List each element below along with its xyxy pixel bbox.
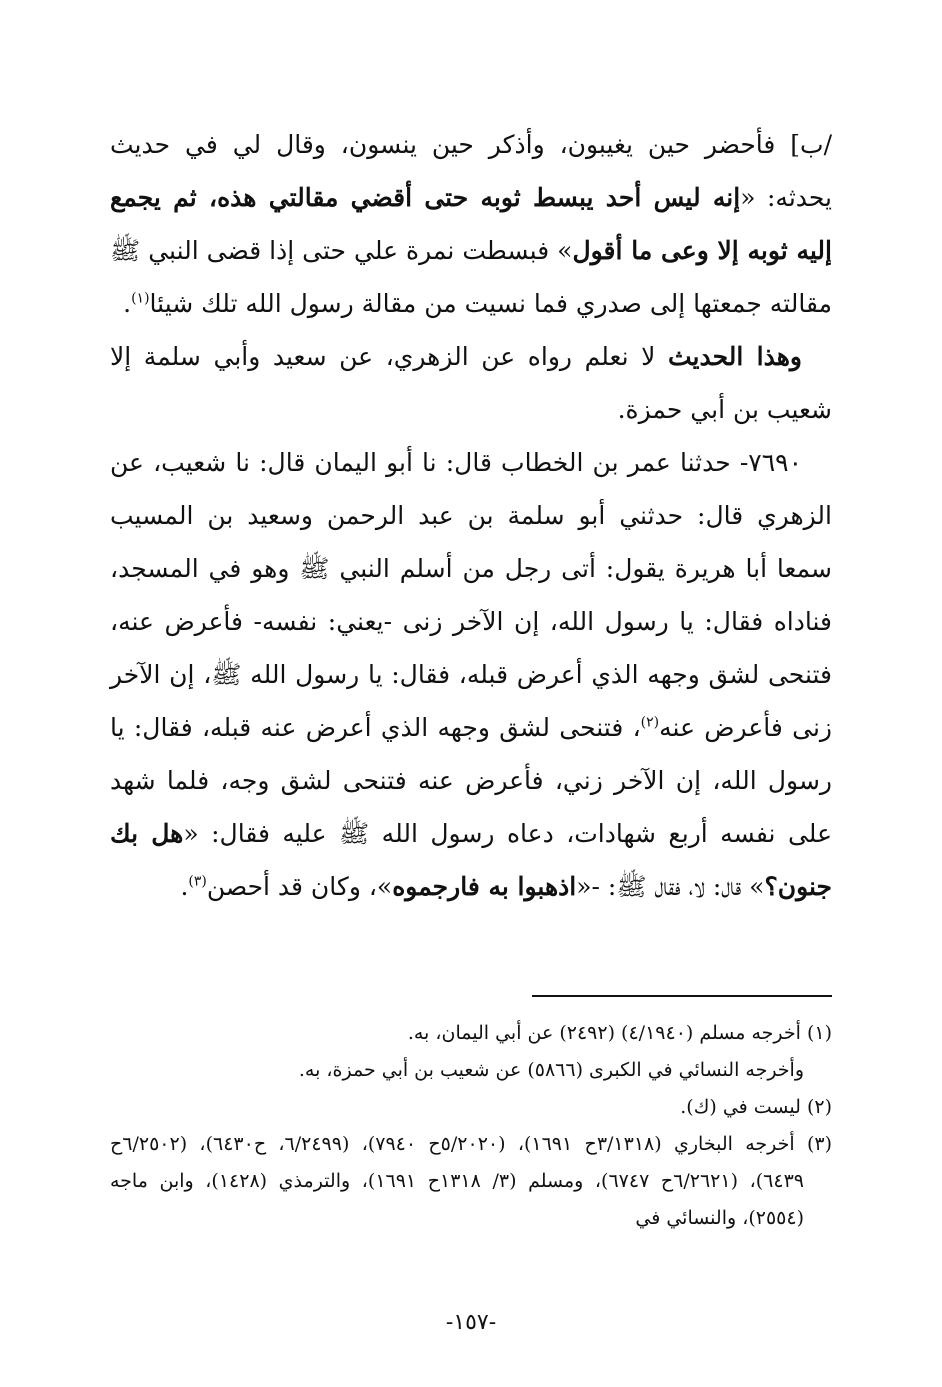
main-text [110, 118, 832, 913]
footnote-divider [532, 995, 832, 997]
footnote-1: (١) أخرجه مسلم (٤/١٩٤٠) (٢٤٩٢) عن أبي اليمان، به. [407, 1022, 832, 1044]
footnote-2: (٢) ليست في (ك). [680, 1096, 832, 1118]
text-span: /ب] فأحضر حين يغيبون، وأذكر حين ينسون، وقال لي في حديث يحدثه: « [110, 130, 833, 212]
bold-quote: هل بك جنون؟ [110, 819, 832, 901]
paragraph-1 [110, 118, 832, 330]
text-span: ٧٦٩٠- حدثنا عمر بن الخطاب قال: نا أبو اليمان قال: نا شعيب، عن الزهري قال: حدثني أبو سلمة بن عبد الرحمن وسعيد بن المسيب سمعا أبا هريرة يقول: أتى رجل من أسلم النبي ﷺ وهو في المسجد، فناداه فقال: يا رسول الله، إن الآخر زنى -يعني: نفسه- فأعرض عنه، فتنحى لشق وجهه الذي أعرض قبله، فقال: يا رسول الله ﷺ، إن الآخر زنى فأعرض عنه [110, 448, 832, 742]
footnote-ref-3[interactable]: (٣) [188, 873, 207, 890]
text-span: لا نعلم رواه عن الزهري، عن سعيد وأبي سلمة إلا شعيب بن أبي حمزة. [110, 342, 832, 424]
text-span: ، فتنحى لشق وجهه الذي أعرض عنه قبله، فقال: يا رسول الله، إن الآخر زني، فأعرض عنه فتنحى لشق وجه، فلما شهد على نفسه أربع شهادات، دعاه رسول الله ﷺ عليه فقال: « [110, 713, 832, 848]
footnote-3: (٣) أخرجه البخاري (٣/١٣١٨ح ١٦٩١)، (٥/٢٠٢٠ح ٧٩٤٠)، (٦/٢٤٩٩، ح٦٤٣٠)، (٦/٢٥٠٢ح ٦٤٣٩)، (٦/٢٦٢١ح ٦٧٤٧)، ومسلم (٣/ ١٣١٨ح ١٦٩١)، والترمذي (١٤٢٨)، وابن ماجه (٢٥٥٤)، والنسائي في [110, 1133, 833, 1229]
footnote-ref-1[interactable]: (١) [131, 290, 150, 307]
text-span: » فبسطت نمرة علي حتى إذا قضى النبي ﷺ مقالته جمعتها إلى صدري فما نسيت من مقالة رسول الله تلك شيئا [110, 236, 832, 318]
bold-quote: إنه ليس أحد يبسط ثوبه حتى أقضي مقالتي هذه، ثم يجمع إليه ثوبه إلا وعى ما أقول [110, 183, 832, 265]
paragraph-3 [110, 436, 832, 913]
paragraph-2 [110, 330, 832, 436]
text-span: . [180, 872, 189, 901]
bold-quote: اذهبوا به فارجموه [392, 872, 577, 901]
footnotes [110, 1015, 832, 1237]
text-span: . [123, 289, 132, 318]
text-span: » قال: لا، فقال ﷺ: -« [576, 872, 765, 901]
footnote-1-continued: وأخرجه النسائي في الكبرى (٥٨٦٦) عن شعيب بن أبي حمزة، به. [298, 1059, 804, 1081]
bold-lead: وهذا الحديث [667, 342, 802, 371]
page-number: -١٥٧- [445, 1310, 497, 1335]
footnote-ref-2[interactable]: (٢) [640, 714, 660, 731]
text-span: »، وكان قد أحصن [206, 872, 393, 901]
